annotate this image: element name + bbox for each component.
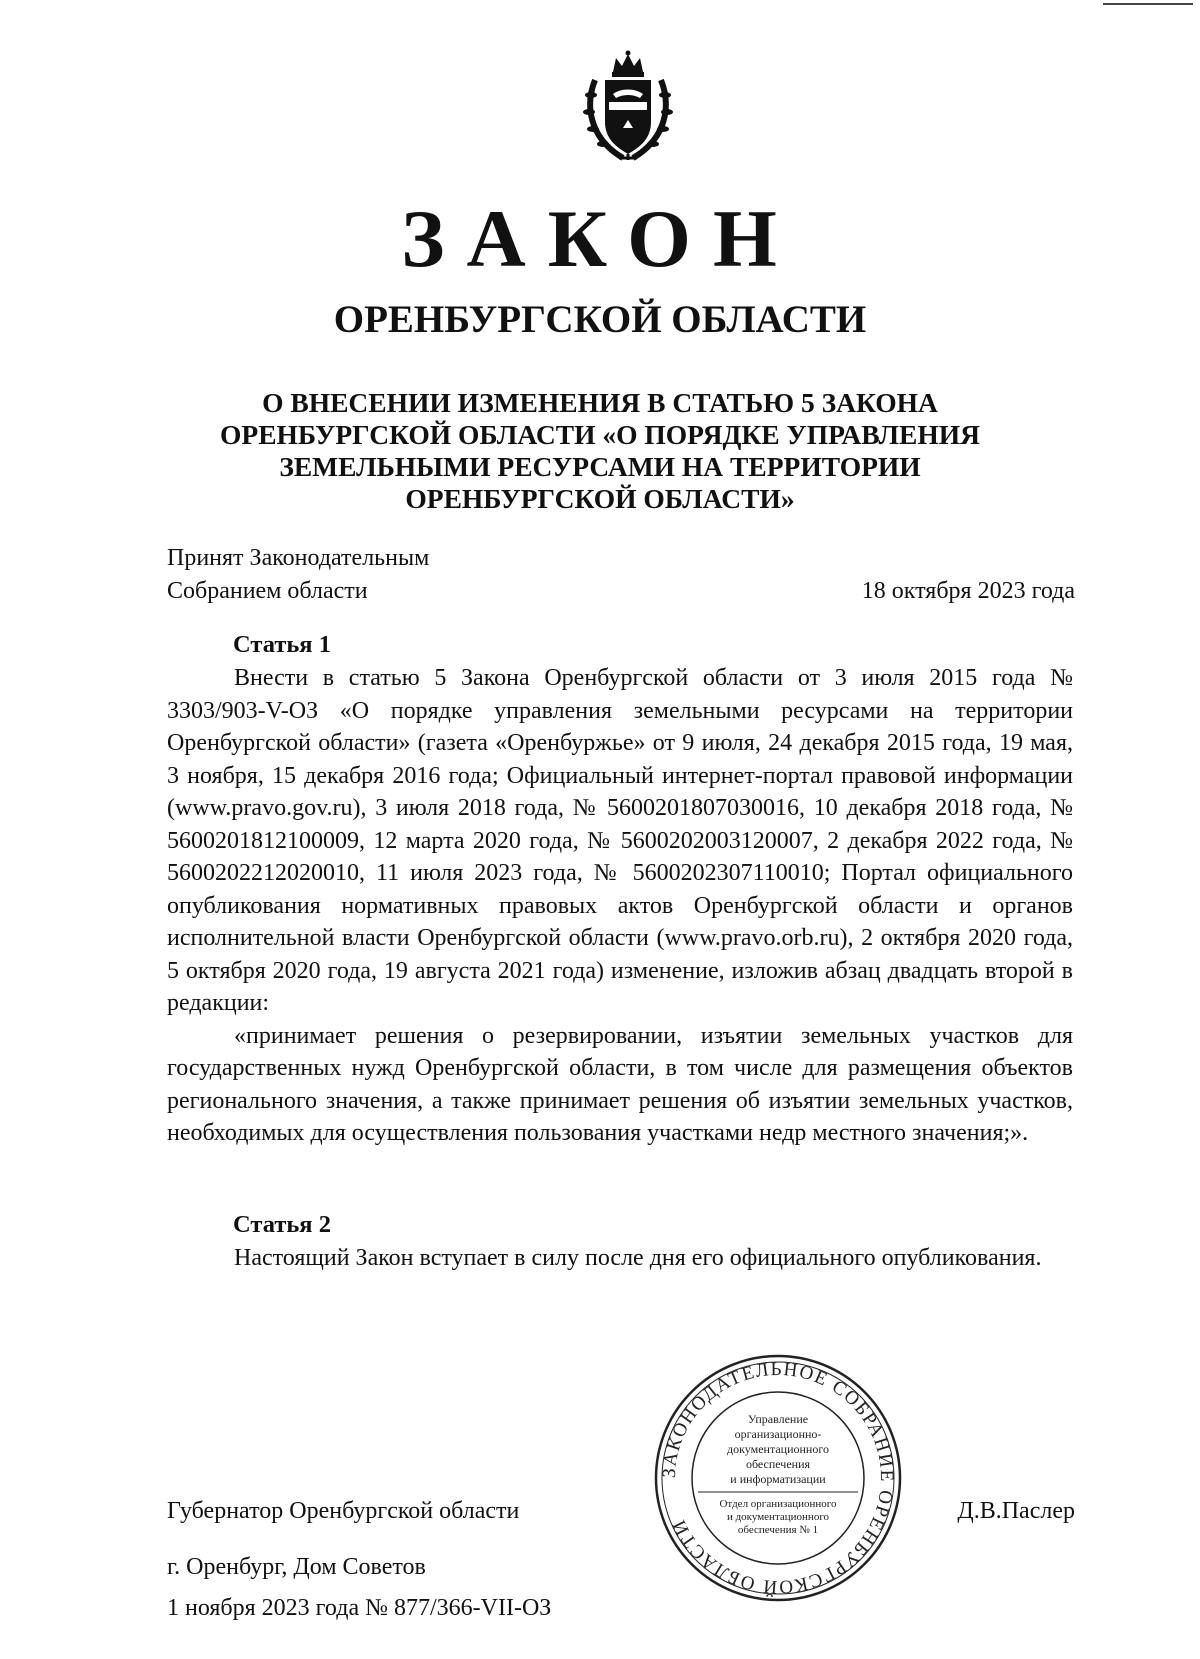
governor-name: Д.В.Паслер [957,1498,1075,1524]
seal-inner-line: Отдел организационного [719,1498,837,1510]
article-2-title: Статья 2 [233,1211,331,1238]
seal-inner-line: Управление [747,1412,809,1426]
subject-line: ОРЕНБУРГСКОЙ ОБЛАСТИ «О ПОРЯДКЕ УПРАВЛЕНИЯ [220,419,980,450]
article-1-title: Статья 1 [233,631,331,658]
adoption-line: Принят Законодательным [167,545,430,571]
article-1-paragraph: Внести в статью 5 Закона Оренбургской области от 3 июля 2015 года № 3303/903-V-ОЗ «О порядке управления земельными ресурсами на территории Оренбургской области» (газета «Оренбуржье» от 9 июля, 24 декабря 2015 года, 19 мая, 3 ноября, 15 декабря 2016 года; Официальный интернет-портал правовой информации (www.pravo.gov.ru), 3 июля 2018 года, № 5600201807030016, 10 декабря 2018 года, № 5600201812100009, 12 марта 2020 года, № 5600202003120007, 2 декабря 2022 года, № 5600202212020010, 11 июля 2023 года, № 5600202307110010; Портал официального опубликования нормативных правовых актов Оренбургской области и органов исполнительной власти Оренбургской области (www.pravo.orb.ru), 2 октября 2020 года, 5 октября 2020 года, 19 августа 2021 года) изменение, изложив абзац двадцать второй в редакции: [167,665,1073,1016]
law-title: ЗАКОН [401,193,799,284]
scan-corner-mark [1103,3,1193,5]
subject-line: ЗЕМЕЛЬНЫМИ РЕСУРСАМИ НА ТЕРРИТОРИИ [279,451,921,482]
article-2-body [167,1242,1073,1275]
subject-line: ОРЕНБУРГСКОЙ ОБЛАСТИ» [405,483,795,514]
seal-inner-line: обеспечения № 1 [737,1524,819,1536]
article-1-body [167,662,1073,1150]
law-number-line: 1 ноября 2023 года № 877/366-VII-ОЗ [167,1595,552,1621]
seal-inner-line: организационно- [734,1427,822,1441]
official-seal [653,1353,903,1603]
article-2-paragraph: Настоящий Закон вступает в силу после дня его официального опубликования. [234,1245,1042,1271]
signing-place: г. Оренбург, Дом Советов [167,1554,426,1580]
seal-inner-line: документационного [727,1442,829,1456]
law-subject [190,387,1010,515]
seal-inner-line: и информатизации [730,1472,826,1486]
region-title: ОРЕНБУРГСКОЙ ОБЛАСТИ [333,298,867,341]
seal-inner-line: и документационного [726,1511,830,1523]
adoption-date: 18 октября 2023 года [861,578,1075,604]
adoption-body [167,542,429,608]
article-1-paragraph: «принимает решения о резервировании, изъятии земельных участков для государственных нужд Оренбургской области, в том числе для размещения объектов регионального значения, а также принимает решения об изъятии земельных участков, необходимых для осуществления пользования участками недр местного значения;». [167,1022,1073,1146]
governor-label: Губернатор Оренбургской области [167,1498,520,1524]
orenburg-coat-of-arms-icon [583,50,673,165]
adoption-line: Собранием области [167,578,368,604]
subject-line: О ВНЕСЕНИИ ИЗМЕНЕНИЯ В СТАТЬЮ 5 ЗАКОНА [262,387,938,418]
seal-outer-text: ЗАКОНОДАТЕЛЬНОЕ СОБРАНИЕ ОРЕНБУРГСКОЙ ОБЛАСТИ [658,1358,898,1598]
seal-inner-line: обеспечения [745,1457,811,1471]
